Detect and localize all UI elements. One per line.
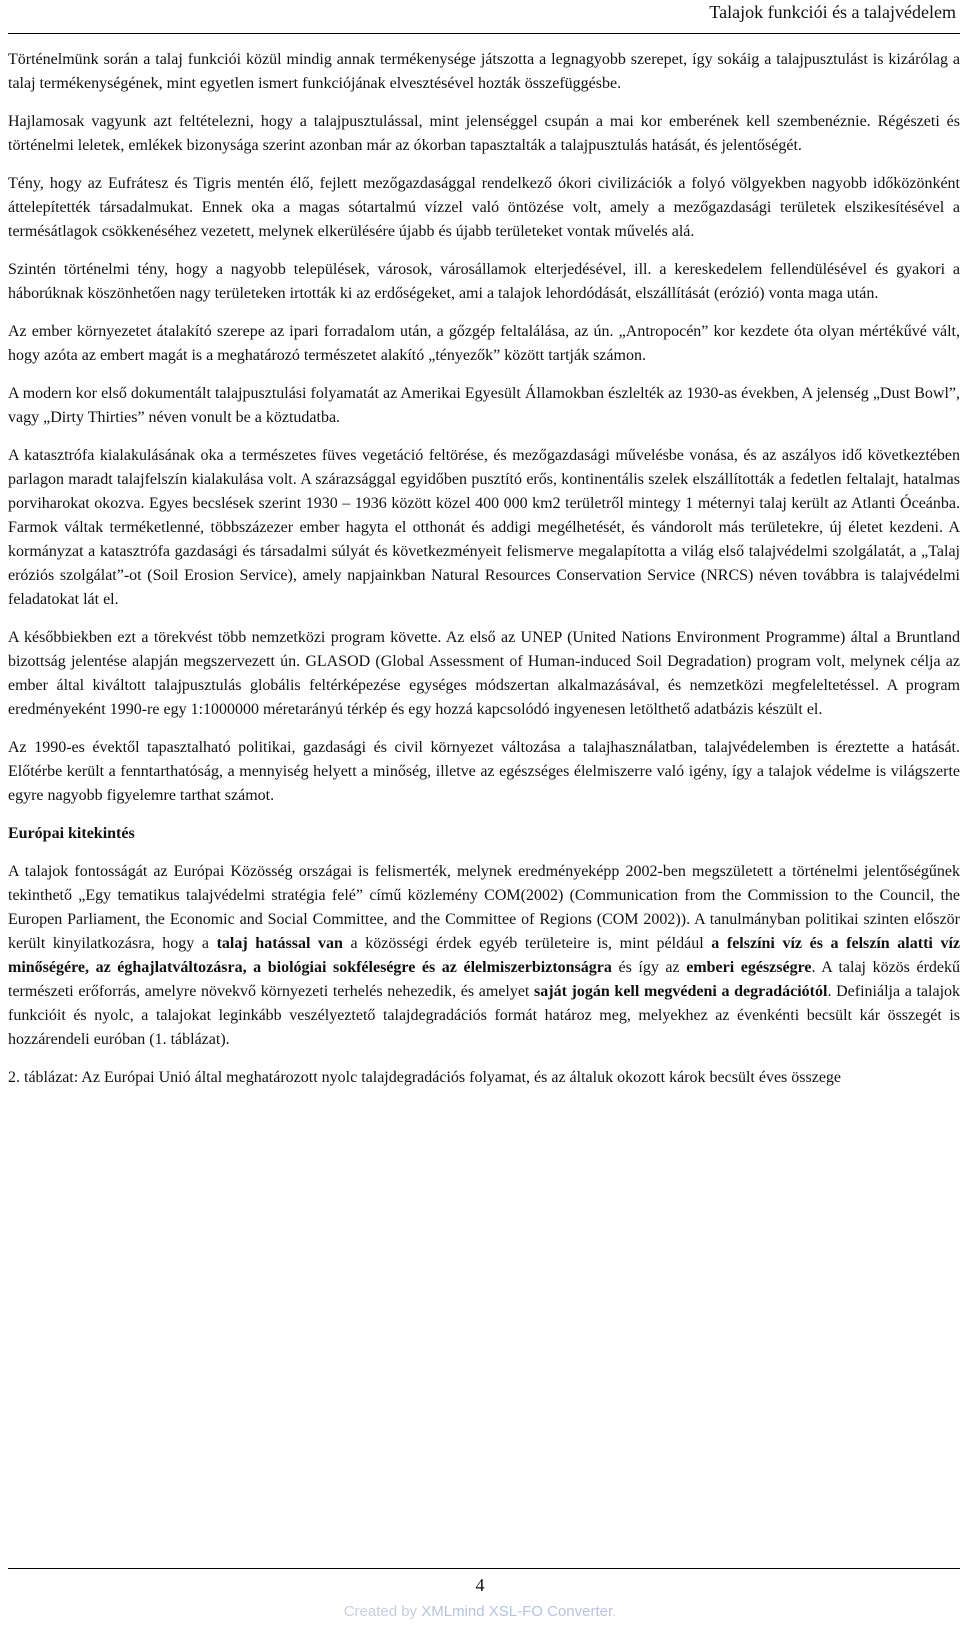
european-text-3: és így az [611, 959, 687, 976]
european-text-2: a közösségi érdek egyéb területeire is, mint például [342, 935, 712, 952]
european-bold-2: a felszíni víz és a felszín alatti víz minőségére, az éghajlatváltozásra, a biológiai sokféleségre és az élelmiszerbiztonságra [8, 935, 960, 976]
watermark-prefix: Created by [343, 1603, 422, 1620]
paragraph-3: Tény, hogy az Eufrátesz és Tigris mentén élő, fejlett mezőgazdasággal rendelkező ókori civilizációk a folyó völgyekben nagyobb időközönként áttelepítették társadalmukat. Ennek oka a magas sótartalmú vízzel való öntözése volt, amely a mezőgazdasági területek elszikesítésével a termésátlagok csökkenéséhez vezetett, melynek elkerülésére újabb és újabb területeket vontak művelés alá. [8, 175, 960, 240]
section-heading: Európai kitekintés [8, 825, 135, 842]
document-body [8, 48, 960, 1104]
header-divider [8, 33, 960, 34]
watermark-suffix: . [612, 1603, 617, 1620]
watermark-brand: XMLmind XSL-FO Converter [421, 1603, 613, 1620]
european-text-5: . Definiálja a talajok funkcióit és nyolc, a talajokat leginkább veszélyeztető talajdegradációs formát határoz meg, melyekhez az évenkénti becsült kár összegét is hozzárendeli euróban (1. táblázat). [8, 983, 960, 1048]
paragraph-1: Történelmünk során a talaj funkciói közül mindig annak termékenysége játszotta a legnagyobb szerepet, így sokáig a talajpusztulást is kizárólag a talaj termékenységének, mint egyetlen ismert funkciójának elvesztésével hozták összefüggésbe. [8, 51, 960, 92]
paragraph-9: Az 1990-es évektől tapasztalható politikai, gazdasági és civil környezet változása a talajhasználatban, talajvédelemben is éreztette a hatását. Előtérbe került a fenntarthatóság, a mennyiség helyett a minőség, illetve az egészséges élelmiszerre való igény, így a talajok védelme is világszerte egyre nagyobb figyelemre tarthat számot. [8, 739, 960, 804]
european-text-1: A talajok fontosságát az Európai Közösség országai is felismerték, melynek eredményeképp 2002-ben megszületett a történelmi jelentőségűnek tekinthető „Egy tematikus talajvédelmi stratégia felé” című közlemény COM(2002) (Communication from the Commission to the Council, the Europen Parliament, the Economic and Social Committee, and the Committee of Regions (COM 2002)). A tanulmányban politikai szinten először került kinyilatkozásra, hogy a [8, 863, 960, 952]
european-text-4: . A talaj közös érdekű természeti erőforrás, amelyre növekvő környezeti terhelés nehezedik, és amelyet [8, 959, 960, 1000]
footer-divider [8, 1568, 960, 1569]
european-paragraph [8, 860, 960, 1052]
european-bold-4: saját jogán kell megvédeni a degradációtól [534, 983, 828, 1000]
converter-watermark [0, 1603, 960, 1620]
page-header [8, 0, 960, 30]
paragraph-4: Szintén történelmi tény, hogy a nagyobb települések, városok, városállamok elterjedésével, ill. a kereskedelem fellendülésével és gyakori a háborúknak köszönhetően nagy területeken irtották ki az erdőségeket, ami a talajok lehordódását, elszállítását (erózió) vonta maga után. [8, 261, 960, 302]
paragraph-7: A katasztrófa kialakulásának oka a természetes füves vegetáció feltörése, és mezőgazdasági művelésbe vonása, és az aszályos idő következtében parlagon maradt talajfelszín kialakulása volt. A szárazsággal egyidőben pusztító erős, kontinentális szelek elszállították a fedetlen feltalajt, hatalmas porviharokat okozva. Egyes becslések szerint 1930 – 1936 között közel 400 000 km2 területről mintegy 1 méternyi talaj került az Atlanti Óceánba. Farmok váltak terméketlenné, többszázezer ember hagyta el otthonát és addigi megélhetését, és vándorolt más területekre, új életet kezdeni. A kormányzat a katasztrófa gazdasági és társadalmi súlyát és következményeit felismerve megalapította a világ első talajvédelmi szolgálatát, a „Talaj eróziós szolgálat”-ot (Soil Erosion Service), amely napjainkban Natural Resources Conservation Service (NRCS) néven továbbra is talajvédelmi feladatokat lát el. [8, 447, 960, 608]
european-bold-3: emberi egészségre [686, 959, 812, 976]
paragraph-8: A későbbiekben ezt a törekvést több nemzetközi program követte. Az első az UNEP (United Nations Environment Programme) által a Bruntland bizottság jelentése alapján megszervezett ún. GLASOD (Global Assessment of Human-induced Soil Degradation) program volt, melynek célja az ember által kiváltott talajpusztulás globális feltérképezése egységes módszertan alkalmazásával, és nemzetközi megfeleltetéssel. A program eredményeként 1990-re egy 1:1000000 méretarányú térkép és egy hozzá kapcsolódó ingyenesen letölthető adatbázis készült el. [8, 629, 960, 718]
table-caption: 2. táblázat: Az Európai Unió által meghatározott nyolc talajdegradációs folyamat, és az általuk okozott károk becsült éves összege [8, 1069, 842, 1086]
page-number: 4 [475, 1575, 485, 1595]
paragraph-2: Hajlamosak vagyunk azt feltételezni, hogy a talajpusztulással, mint jelenséggel csupán a mai kor emberének kell szembenéznie. Régészeti és történelmi leletek, emlékek bizonysága szerint azonban már az ókorban tapasztalták a talajpusztulás hatását, és jelentőségét. [8, 113, 960, 154]
paragraph-5: Az ember környezetet átalakító szerepe az ipari forradalom után, a gőzgép feltalálása, az ún. „Antropocén” kor kezdete óta olyan mértékűvé vált, hogy azóta az embert magát is a meghatározó természetet alakító „tényezők” között tartják számon. [8, 323, 960, 364]
european-bold-1: talaj hatással van [216, 935, 343, 952]
header-title: Talajok funkciói és a talajvédelem [709, 2, 956, 22]
paragraph-6: A modern kor első dokumentált talajpusztulási folyamatát az Amerikai Egyesült Államokban észlelték az 1930-as években, A jelenség „Dust Bowl”, vagy „Dirty Thirties” néven vonult be a köztudatba. [8, 385, 960, 426]
